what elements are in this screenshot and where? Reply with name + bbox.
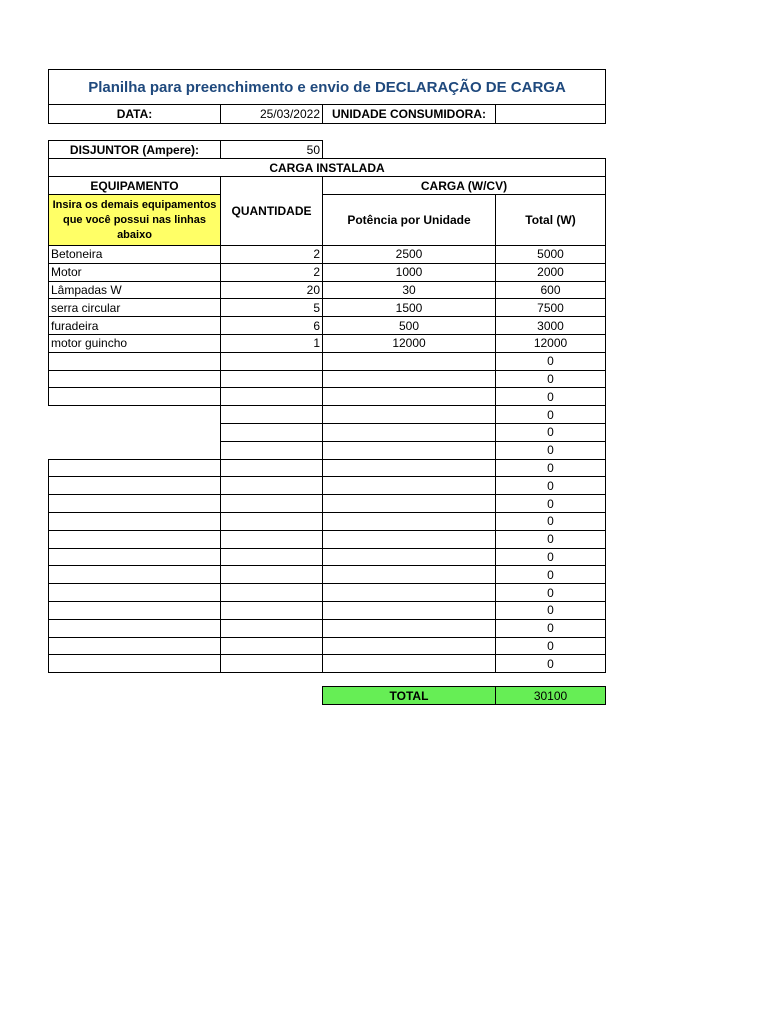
unit-power-cell[interactable] — [322, 654, 496, 673]
total-cell: 600 — [495, 281, 606, 300]
unit-power-cell[interactable]: 12000 — [322, 334, 496, 353]
total-cell: 0 — [495, 441, 606, 460]
unit-power-header: Potência por Unidade — [322, 194, 496, 246]
unit-power-cell[interactable] — [322, 637, 496, 656]
quantity-cell[interactable]: 1 — [220, 334, 323, 353]
unit-power-cell[interactable] — [322, 494, 496, 513]
total-value: 30100 — [495, 686, 606, 705]
equipment-cell[interactable]: Lâmpadas W — [48, 281, 221, 300]
total-cell: 0 — [495, 459, 606, 478]
quantity-cell[interactable] — [220, 637, 323, 656]
quantity-cell[interactable] — [220, 370, 323, 389]
total-cell: 0 — [495, 619, 606, 638]
unit-power-cell[interactable] — [322, 476, 496, 495]
unit-power-cell[interactable] — [322, 423, 496, 442]
equipment-cell[interactable] — [48, 530, 221, 549]
quantity-cell[interactable]: 2 — [220, 245, 323, 264]
equipment-cell[interactable] — [48, 619, 221, 638]
equipment-cell[interactable]: furadeira — [48, 316, 221, 335]
quantity-cell[interactable] — [220, 494, 323, 513]
unit-power-cell[interactable]: 2500 — [322, 245, 496, 264]
unit-power-cell[interactable] — [322, 441, 496, 460]
quantity-header: QUANTIDADE — [220, 176, 323, 246]
quantity-cell[interactable] — [220, 654, 323, 673]
total-cell: 0 — [495, 476, 606, 495]
total-label: TOTAL — [322, 686, 496, 705]
unit-power-cell[interactable]: 1500 — [322, 298, 496, 317]
unit-power-cell[interactable] — [322, 601, 496, 620]
total-cell: 0 — [495, 583, 606, 602]
unit-power-cell[interactable] — [322, 405, 496, 424]
unit-power-cell[interactable] — [322, 459, 496, 478]
quantity-cell[interactable]: 5 — [220, 298, 323, 317]
equipment-cell[interactable]: Betoneira — [48, 245, 221, 264]
total-cell: 0 — [495, 423, 606, 442]
quantity-cell[interactable] — [220, 423, 323, 442]
quantity-cell[interactable] — [220, 601, 323, 620]
equipment-cell[interactable] — [48, 601, 221, 620]
equipment-cell[interactable]: serra circular — [48, 298, 221, 317]
instruction-note: Insira os demais equipamentos que você possui nas linhas abaixo — [48, 194, 221, 246]
equipment-cell[interactable] — [48, 476, 221, 495]
total-cell: 5000 — [495, 245, 606, 264]
quantity-cell[interactable] — [220, 565, 323, 584]
unit-power-cell[interactable] — [322, 387, 496, 406]
equipment-cell[interactable] — [48, 512, 221, 531]
equipment-cell[interactable] — [48, 387, 221, 406]
total-cell: 12000 — [495, 334, 606, 353]
equipment-cell[interactable] — [48, 494, 221, 513]
equipment-header: EQUIPAMENTO — [48, 176, 221, 195]
quantity-cell[interactable] — [220, 352, 323, 371]
date-label: DATA: — [48, 104, 221, 124]
breaker-label: DISJUNTOR (Ampere): — [48, 140, 221, 159]
quantity-cell[interactable] — [220, 476, 323, 495]
quantity-cell[interactable] — [220, 548, 323, 567]
total-cell: 0 — [495, 387, 606, 406]
equipment-cell[interactable] — [48, 459, 221, 478]
equipment-cell[interactable] — [48, 548, 221, 567]
quantity-cell[interactable] — [220, 583, 323, 602]
equipment-cell[interactable] — [48, 441, 221, 460]
total-cell: 0 — [495, 601, 606, 620]
quantity-cell[interactable] — [220, 619, 323, 638]
section-title: CARGA INSTALADA — [48, 158, 606, 177]
sheet-title: Planilha para preenchimento e envio de DECLARAÇÃO DE CARGA — [48, 69, 606, 105]
unit-power-cell[interactable]: 1000 — [322, 263, 496, 282]
total-cell: 3000 — [495, 316, 606, 335]
quantity-cell[interactable] — [220, 459, 323, 478]
total-cell: 0 — [495, 548, 606, 567]
unit-power-cell[interactable]: 30 — [322, 281, 496, 300]
quantity-cell[interactable] — [220, 512, 323, 531]
equipment-cell[interactable] — [48, 583, 221, 602]
total-cell: 0 — [495, 654, 606, 673]
equipment-cell[interactable] — [48, 637, 221, 656]
total-cell: 7500 — [495, 298, 606, 317]
unit-label: UNIDADE CONSUMIDORA: — [322, 104, 496, 124]
quantity-cell[interactable] — [220, 441, 323, 460]
equipment-cell[interactable]: Motor — [48, 263, 221, 282]
total-cell: 0 — [495, 637, 606, 656]
equipment-cell[interactable] — [48, 370, 221, 389]
quantity-cell[interactable]: 6 — [220, 316, 323, 335]
total-cell: 0 — [495, 565, 606, 584]
total-cell: 2000 — [495, 263, 606, 282]
total-cell: 0 — [495, 370, 606, 389]
total-cell: 0 — [495, 494, 606, 513]
equipment-cell[interactable]: motor guincho — [48, 334, 221, 353]
unit-power-cell[interactable] — [322, 512, 496, 531]
unit-power-cell[interactable]: 500 — [322, 316, 496, 335]
unit-power-cell[interactable] — [322, 619, 496, 638]
unit-value[interactable] — [495, 104, 606, 124]
unit-power-cell[interactable] — [322, 530, 496, 549]
quantity-cell[interactable] — [220, 530, 323, 549]
unit-power-cell[interactable] — [322, 548, 496, 567]
date-value[interactable]: 25/03/2022 — [220, 104, 323, 124]
equipment-cell[interactable] — [48, 423, 221, 442]
equipment-cell[interactable] — [48, 654, 221, 673]
total-cell: 0 — [495, 512, 606, 531]
breaker-value[interactable]: 50 — [220, 140, 323, 159]
quantity-cell[interactable] — [220, 387, 323, 406]
unit-power-cell[interactable] — [322, 565, 496, 584]
quantity-cell[interactable]: 20 — [220, 281, 323, 300]
unit-power-cell[interactable] — [322, 370, 496, 389]
equipment-cell[interactable] — [48, 565, 221, 584]
total-cell: 0 — [495, 352, 606, 371]
total-cell: 0 — [495, 405, 606, 424]
equipment-cell[interactable] — [48, 405, 221, 424]
unit-power-cell[interactable] — [322, 352, 496, 371]
equipment-cell[interactable] — [48, 352, 221, 371]
total-cell: 0 — [495, 530, 606, 549]
load-header: CARGA (W/CV) — [322, 176, 606, 195]
quantity-cell[interactable]: 2 — [220, 263, 323, 282]
unit-power-cell[interactable] — [322, 583, 496, 602]
total-header: Total (W) — [495, 194, 606, 246]
quantity-cell[interactable] — [220, 405, 323, 424]
